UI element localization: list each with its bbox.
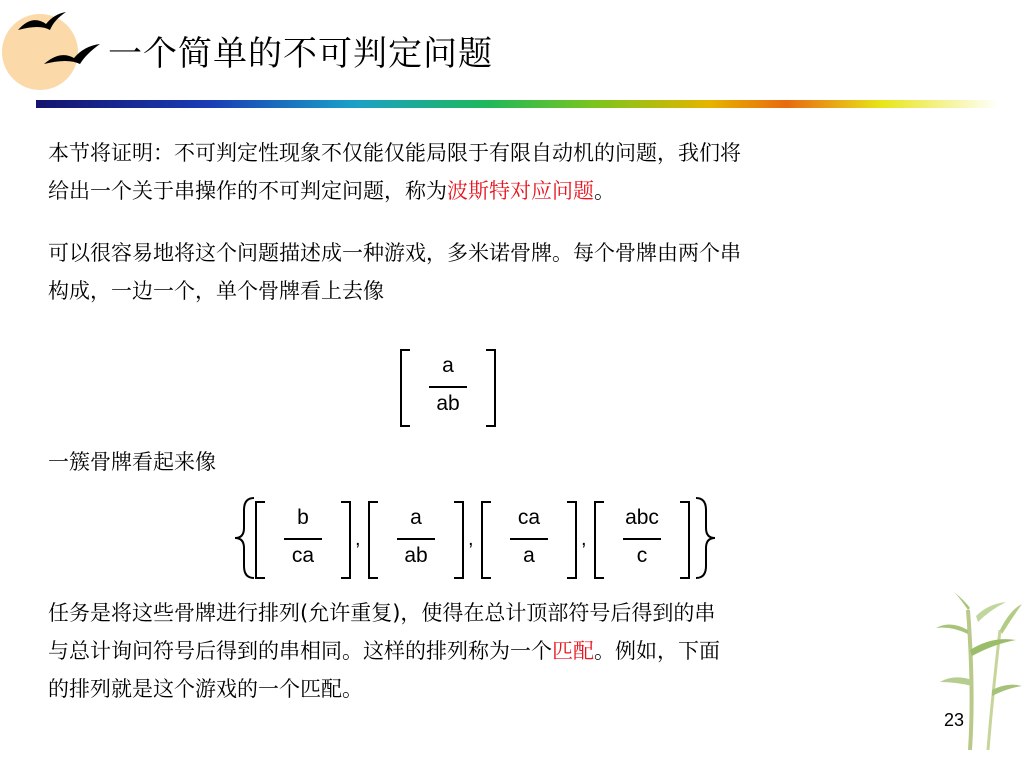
domino-top: b (297, 506, 309, 529)
right-brace (692, 496, 718, 580)
seagull-logo-icon (0, 0, 110, 100)
domino-bottom: ca (291, 544, 315, 567)
domino-bottom: ab (436, 392, 460, 415)
domino-2 (368, 501, 464, 577)
game-line-1: 可以很容易地将这个问题描述成一种游戏，多米诺骨牌。每个骨牌由两个串 (48, 241, 741, 265)
intro-line-2b: 。 (594, 179, 615, 203)
paragraph-intro (48, 134, 998, 210)
domino-top: a (410, 506, 422, 529)
intro-line-2a: 给出一个关于串操作的不可判定问题，称为 (48, 179, 447, 203)
single-domino (400, 349, 496, 425)
task-line-2a: 与总计询问符号后得到的串相同。这样的排列称为一个 (48, 639, 552, 663)
paragraph-game (48, 234, 998, 310)
domino-1 (255, 501, 351, 577)
intro-line-1: 本节将证明：不可判定性现象不仅能仅能局限于有限自动机的问题，我们将 (48, 141, 741, 165)
right-bracket (486, 349, 496, 427)
domino-4 (594, 501, 690, 577)
pcp-term: 波斯特对应问题 (447, 179, 594, 203)
domino-divider (510, 538, 548, 540)
domino-divider (397, 538, 435, 540)
task-line-3: 的排列就是这个游戏的一个匹配。 (48, 677, 363, 701)
right-bracket (341, 501, 351, 579)
game-line-2: 构成，一边一个，单个骨牌看上去像 (48, 279, 384, 303)
separator-comma: , (355, 528, 361, 550)
set-line: 一簇骨牌看起来像 (48, 450, 216, 474)
task-line-2b: 。例如，下面 (594, 639, 720, 663)
title-divider (36, 100, 998, 108)
paragraph-task (48, 594, 998, 708)
domino-bottom: ab (404, 544, 428, 567)
domino-top: a (442, 354, 454, 377)
domino-bottom: c (636, 544, 648, 567)
right-bracket (454, 501, 464, 579)
domino-3 (481, 501, 577, 577)
separator-comma: , (468, 528, 474, 550)
match-term: 匹配 (552, 639, 594, 663)
domino-top: ca (517, 506, 541, 529)
domino-divider (429, 386, 467, 388)
domino-top: abc (625, 506, 659, 529)
paragraph-set (48, 443, 998, 481)
slide-title: 一个简单的不可判定问题 (108, 34, 493, 74)
domino-bottom: a (523, 544, 535, 567)
separator-comma: , (581, 528, 587, 550)
domino-divider (284, 538, 322, 540)
task-line-1: 任务是将这些骨牌进行排列(允许重复)，使得在总计顶部符号后得到的串 (48, 601, 716, 625)
right-bracket (567, 501, 577, 579)
right-bracket (680, 501, 690, 579)
page-number: 23 (944, 710, 965, 730)
domino-divider (623, 538, 661, 540)
